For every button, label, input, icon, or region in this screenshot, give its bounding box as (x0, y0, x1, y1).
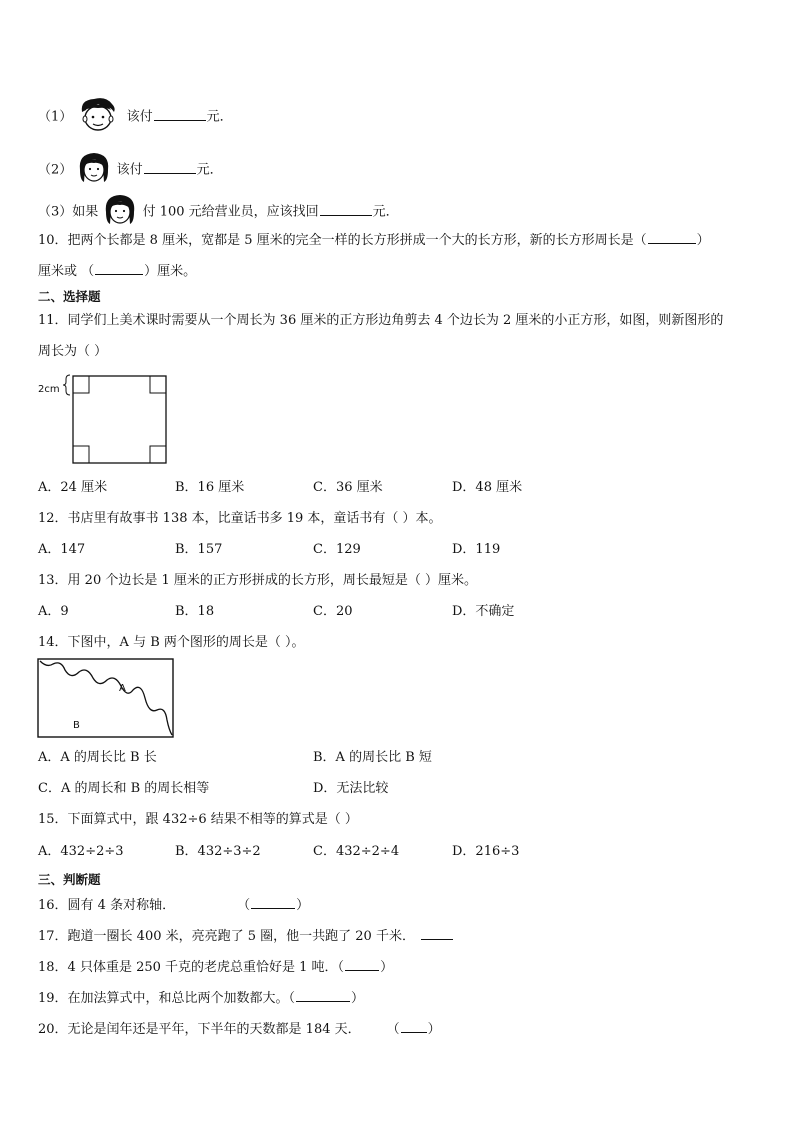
q12-option-b[interactable]: B．157 (175, 542, 223, 557)
q13-option-b[interactable]: B．18 (175, 604, 215, 619)
q19-text: 19．在加法算式中，和总比两个加数都大。（ (38, 991, 296, 1006)
corner-square (150, 376, 166, 393)
q14-option-a[interactable]: A．A 的周长比 B 长 (38, 750, 157, 765)
q11-option-b[interactable]: B．16 厘米 (175, 480, 245, 495)
q15-text: 15．下面算式中，跟 432÷6 结果不相等的算式是（ ） (38, 812, 358, 827)
q13-option-a[interactable]: A．9 (38, 604, 69, 619)
q13-text: 13．用 20 个边长是 1 厘米的正方形拼成的长方形，周长最短是（ ）厘米。 (38, 573, 478, 588)
answer-blank[interactable] (144, 159, 196, 174)
girl-face-icon (102, 192, 138, 232)
q11-text-line-2: 周长为（ ） (38, 344, 108, 359)
q20-text: 20．无论是闰年还是平年，下半年的天数都是 184 天． (38, 1022, 361, 1037)
q12-text: 12．书店里有故事书 138 本，比童话书多 19 本，童话书有（ ）本。 (38, 511, 442, 526)
q18-line (38, 956, 393, 977)
region-label-a: A (119, 683, 126, 694)
q9-item-2 (38, 150, 223, 190)
paren-open: （ (237, 898, 251, 913)
q14-rectangle-figure (37, 658, 177, 740)
region-label-b: B (73, 720, 80, 731)
q17-text: 17．跑道一圈长 400 米，亮亮跑了 5 圈，他一共跑了 20 千米． (38, 929, 415, 944)
answer-blank[interactable] (345, 956, 379, 971)
q10-paren-close: ） (696, 233, 710, 248)
q14-option-d[interactable]: D．无法比较 (313, 781, 389, 796)
q15-option-b[interactable]: B．432÷3÷2 (175, 844, 261, 859)
q11-size-label: 2cm (38, 384, 60, 395)
q10-text-2a: 厘米或 （ (38, 264, 95, 279)
q11-option-a[interactable]: A．24 厘米 (38, 480, 108, 495)
q13-option-d[interactable]: D．不确定 (452, 604, 515, 619)
item-unit: 元． (196, 162, 223, 178)
q14-option-c[interactable]: C．A 的周长和 B 的周长相等 (38, 781, 210, 796)
q12-option-c[interactable]: C．129 (313, 542, 361, 557)
q15-option-a[interactable]: A．432÷2÷3 (38, 844, 124, 859)
paren-close: ） (380, 960, 394, 975)
item-unit: 元． (372, 204, 399, 220)
q17-line (38, 925, 454, 946)
answer-blank[interactable] (154, 106, 206, 121)
corner-square (73, 376, 89, 393)
q14-option-b[interactable]: B．A 的周长比 B 短 (313, 750, 432, 765)
wavy-divider-line (40, 661, 172, 735)
paren-close: ） (427, 1022, 441, 1037)
q15-option-c[interactable]: C．432÷2÷4 (313, 844, 400, 859)
item-prefix: 该付 (116, 162, 143, 178)
paren-close: ） (296, 898, 310, 913)
section-heading-choice: 二、选择题 (38, 289, 101, 304)
answer-blank[interactable] (251, 894, 295, 909)
q11-option-d[interactable]: D．48 厘米 (452, 480, 523, 495)
answer-blank[interactable] (401, 1018, 427, 1033)
item-number: （3）如果 (38, 204, 99, 220)
q20-line (38, 1018, 441, 1039)
section-heading-judge: 三、判断题 (38, 872, 101, 887)
q13-option-c[interactable]: C．20 (313, 604, 353, 619)
q15-option-d[interactable]: D．216÷3 (452, 844, 520, 859)
q11-text-line-1: 11．同学们上美术课时需要从一个周长为 36 厘米的正方形边角剪去 4 个边长为 2 厘米的小正方形，如图，则新图形的 (38, 313, 724, 328)
q9-item-1 (38, 96, 233, 138)
q9-item-3 (38, 192, 399, 232)
answer-blank[interactable] (95, 260, 143, 275)
q11-option-c[interactable]: C．36 厘米 (313, 480, 383, 495)
item-number: （2） (38, 162, 73, 178)
q10-text-2b: ）厘米。 (144, 264, 197, 279)
q11-square-figure (36, 370, 176, 468)
q19-line (38, 987, 364, 1008)
item-prefix: 该付 (126, 109, 153, 125)
girl-face-icon (76, 150, 112, 190)
q12-option-d[interactable]: D．119 (452, 542, 501, 557)
outer-rectangle (38, 659, 173, 737)
corner-square (150, 446, 166, 463)
paren-close: ） (351, 991, 365, 1006)
answer-blank[interactable] (320, 201, 372, 216)
big-square (73, 376, 166, 463)
paren-open: （ (386, 1022, 400, 1037)
item-unit: 元． (206, 109, 233, 125)
q10-text-line-2 (38, 260, 196, 281)
q16-line (38, 894, 309, 915)
answer-blank[interactable] (648, 229, 696, 244)
q10-text-line-1 (38, 229, 710, 250)
q12-option-a[interactable]: A．147 (38, 542, 86, 557)
boy-face-icon (76, 96, 122, 138)
answer-blank[interactable] (421, 925, 453, 940)
answer-blank[interactable] (296, 987, 350, 1002)
corner-square (73, 446, 89, 463)
item-prefix: 付 100 元给营业员，应该找回 (142, 204, 319, 220)
q10-text: 10．把两个长都是 8 厘米，宽都是 5 厘米的完全一样的长方形拼成一个大的长方形，新的长方形周长是（ (38, 233, 647, 248)
q16-text: 16．圆有 4 条对称轴． (38, 898, 176, 913)
item-number: （1） (38, 109, 73, 125)
q18-text: 18．4 只体重是 250 千克的老虎总重恰好是 1 吨．（ (38, 960, 345, 975)
brace-icon (63, 375, 70, 395)
q14-text: 14．下图中，A 与 B 两个图形的周长是（ ）。 (38, 635, 305, 650)
